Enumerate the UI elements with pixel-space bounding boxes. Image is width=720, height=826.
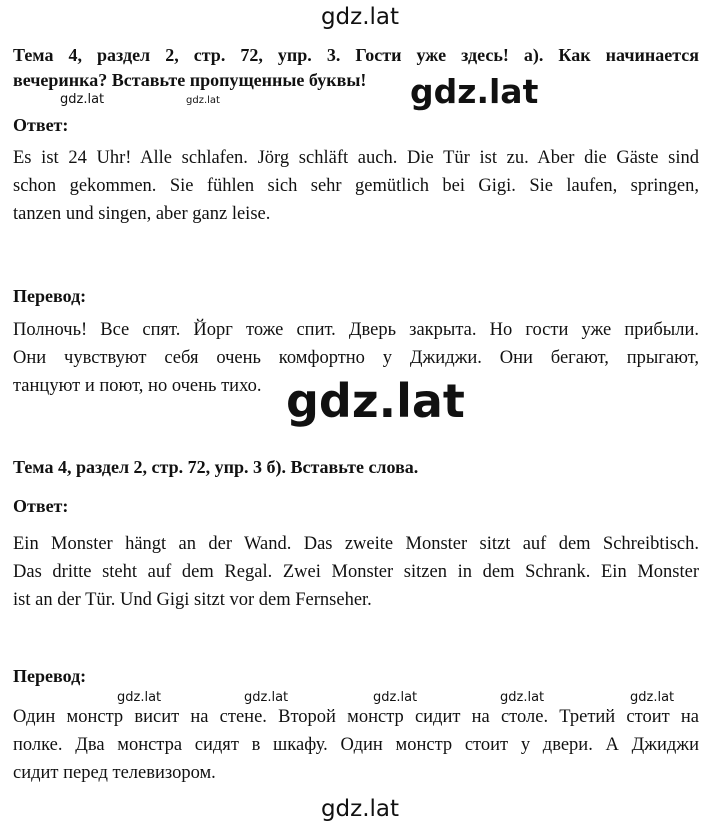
watermark-small: gdz.lat <box>117 690 162 705</box>
translation-line: Полночь! Все спят. Йорг тоже спит. Дверь закрыта. Но гости уже прибыли. <box>13 320 699 340</box>
watermark-small: gdz.lat <box>373 690 418 705</box>
section2-translation-text <box>13 703 699 787</box>
section1-title-line: вечеринка? Вставьте пропущенные буквы! <box>13 70 367 90</box>
watermark-small: gdz.lat <box>244 690 289 705</box>
section1-translation-label: Перевод: <box>13 286 87 306</box>
section2-translation-label: Перевод: <box>13 666 87 686</box>
watermark-top: gdz.lat <box>320 4 400 30</box>
watermark-big: gdz.lat <box>410 72 539 111</box>
section2-title <box>13 455 699 480</box>
answer-line: schon gekommen. Sie fühlen sich sehr gemütlich bei Gigi. Sie laufen, springen, <box>13 176 699 196</box>
translation-line: сидит перед телевизором. <box>13 763 216 783</box>
section2-answer-label: Ответ: <box>13 496 69 516</box>
answer-line: ist an der Tür. Und Gigi sitzt vor dem Fernseher. <box>13 590 372 610</box>
watermark-small: gdz.lat <box>500 690 545 705</box>
answer-line: Es ist 24 Uhr! Alle schlafen. Jörg schläft auch. Die Tür ist zu. Aber die Gäste sind <box>13 148 699 168</box>
watermark-bottom: gdz.lat <box>320 796 400 822</box>
section2-title-line: Тема 4, раздел 2, стр. 72, упр. 3 б). Вставьте слова. <box>13 457 419 477</box>
section1-answer-text <box>13 144 699 228</box>
translation-line: Один монстр висит на стене. Второй монстр сидит на столе. Третий стоит на <box>13 707 699 727</box>
watermark-small: gdz.lat <box>630 690 675 705</box>
section1-title <box>13 43 699 93</box>
translation-line: танцуют и поют, но очень тихо. <box>13 376 262 396</box>
answer-line: Das dritte steht auf dem Regal. Zwei Monster sitzen in dem Schrank. Ein Monster <box>13 562 699 582</box>
translation-line: Они чувствуют себя очень комфортно у Джиджи. Они бегают, прыгают, <box>13 348 699 368</box>
answer-line: Ein Monster hängt an der Wand. Das zweite Monster sitzt auf dem Schreibtisch. <box>13 534 699 554</box>
watermark-small: gdz.lat <box>60 92 105 107</box>
watermark-small: gdz.lat <box>186 95 220 106</box>
section1-answer-label: Ответ: <box>13 115 69 135</box>
section2-answer-text <box>13 530 699 614</box>
answer-line: tanzen und singen, aber ganz leise. <box>13 204 271 224</box>
translation-line: полке. Два монстра сидят в шкафу. Один монстр стоит у двери. А Джиджи <box>13 735 699 755</box>
section1-title-line: Тема 4, раздел 2, стр. 72, упр. 3. Гости уже здесь! а). Как начинается <box>13 45 699 65</box>
watermark-big: gdz.lat <box>286 374 465 428</box>
